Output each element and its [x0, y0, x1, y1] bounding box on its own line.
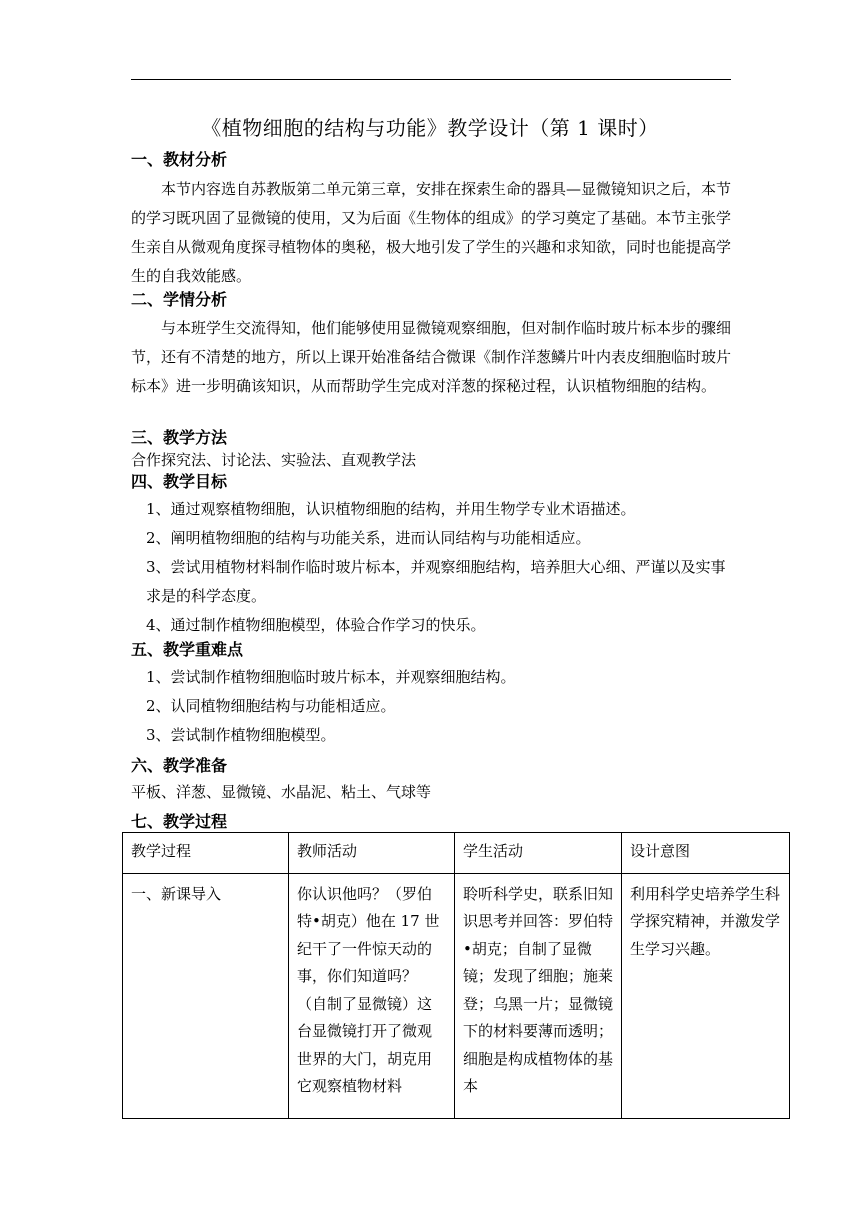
table-cell-teacher-activity: [289, 873, 455, 1118]
cell-text: 聆听科学史，联系旧知识思考并回答：罗伯特•胡克；自制了显微镜；发现了细胞；施莱登；乌黑一片；显微镜下的材料要薄而透明；细胞是构成植物体的基本: [463, 884, 613, 1095]
table-header-cell: 教学过程: [123, 833, 289, 874]
key-point-item-1: 1、尝试制作植物细胞临时玻片标本，并观察细胞结构。: [146, 668, 516, 686]
goal-item-3: 3、尝试用植物材料制作临时玻片标本，并观察细胞结构，培养胆大心细、严谨以及实事求是的科学态度。: [146, 558, 726, 605]
cell-text: 利用科学史培养学生科学探究精神，并激发学生学习兴趣。: [630, 884, 781, 958]
header-rule: [131, 79, 731, 80]
table-cell-stage: [123, 873, 289, 1118]
table-header-cell: 学生活动: [455, 833, 622, 874]
section-heading-learner-analysis: 二、学情分析: [131, 290, 228, 309]
key-point-item-3: 3、尝试制作植物细胞模型。: [146, 726, 336, 744]
section-heading-teaching-process: 七、教学过程: [131, 812, 228, 831]
section-text-learner-analysis: 与本班学生交流得知，他们能够使用显微镜观察细胞，但对制作临时玻片标本步的骤细节，还有不清楚的地方，所以上课开始准备结合微课《制作洋葱鳞片叶内表皮细胞临时玻片标本》进一步明确该知识，从而帮助学生完成对洋葱的探秘过程，认识植物细胞的结构。: [131, 319, 732, 395]
page-title: 《植物细胞的结构与功能》教学设计（第 1 课时）: [201, 116, 659, 140]
section-heading-textbook-analysis: 一、教材分析: [131, 150, 228, 169]
section-text-preparation: 平板、洋葱、显微镜、水晶泥、粘土、气球等: [131, 783, 432, 801]
goal-item-2: 2、阐明植物细胞的结构与功能关系，进而认同结构与功能相适应。: [146, 529, 591, 547]
section-heading-key-points: 五、教学重难点: [131, 640, 244, 659]
key-point-item-2: 2、认同植物细胞结构与功能相适应。: [146, 697, 396, 715]
table-cell-design-intent: [622, 873, 790, 1118]
section-heading-teaching-methods: 三、教学方法: [131, 428, 228, 447]
teaching-process-table: [122, 832, 790, 1119]
table-header-cell: 教师活动: [289, 833, 455, 874]
section-heading-preparation: 六、教学准备: [131, 756, 228, 775]
table-header-cell: 设计意图: [622, 833, 790, 874]
section-heading-teaching-goals: 四、教学目标: [131, 472, 228, 491]
table-header-row: [123, 833, 790, 874]
goal-item-4: 4、通过制作植物细胞模型，体验合作学习的快乐。: [146, 616, 486, 634]
table-row: [123, 873, 790, 1118]
section-text-textbook-analysis: 本节内容选自苏教版第二单元第三章，安排在探索生命的器具—显微镜知识之后，本节的学习既巩固了显微镜的使用，又为后面《生物体的组成》的学习奠定了基础。本节主张学生亲自从微观角度探寻植物体的奥秘，极大地引发了学生的兴趣和求知欲，同时也能提高学生的自我效能感。: [131, 180, 732, 285]
cell-text: 你认识他吗？（罗伯特•胡克）他在 17 世纪干了一件惊天动的事，你们知道吗？（自制了显微镜）这台显微镜打开了微观世界的大门，胡克用它观察植物材料: [297, 884, 440, 1095]
section-text-teaching-methods: 合作探究法、讨论法、实验法、直观教学法: [131, 451, 417, 469]
table-cell-student-activity: [455, 873, 622, 1118]
goal-item-1: 1、通过观察植物细胞，认识植物细胞的结构，并用生物学专业术语描述。: [146, 500, 636, 518]
cell-text: 一、新课导入: [131, 884, 222, 903]
